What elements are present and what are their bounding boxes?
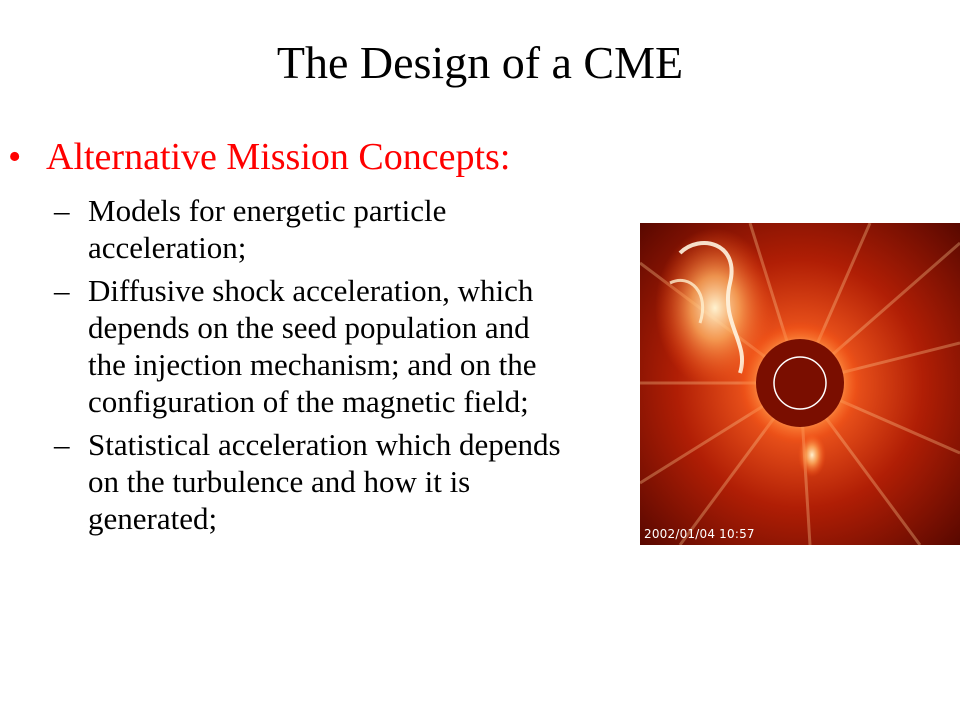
dash-marker: –: [54, 427, 70, 462]
dash-marker: –: [54, 193, 70, 228]
occulter-disk: [756, 339, 844, 427]
sub-bullet-item: [46, 192, 566, 266]
sub-bullet-text: Diffusive shock acceleration, which depends on the seed population and the injection mechanism; and on the configuration of the magnetic field;: [88, 273, 537, 419]
dash-marker: –: [54, 273, 70, 308]
image-timestamp: 2002/01/04 10:57: [644, 527, 755, 541]
bullet-marker: •: [8, 136, 22, 178]
lower-streamer: [798, 433, 826, 477]
sub-bullet-text: Statistical acceleration which depends on the turbulence and how it is generated;: [88, 427, 561, 536]
sub-bullet-item: [46, 426, 566, 537]
sub-bullet-item: [46, 272, 566, 420]
sub-bullet-text: Models for energetic particle acceleration;: [88, 193, 447, 265]
bullet-item-alternative-concepts: [8, 134, 510, 180]
coronagraph-graphic: [640, 223, 960, 545]
cme-coronagraph-image: [640, 223, 960, 545]
slide-title: The Design of a CME: [276, 37, 684, 88]
bullet-text: Alternative Mission Concepts:: [46, 136, 511, 178]
sub-bullet-list: [46, 192, 566, 543]
